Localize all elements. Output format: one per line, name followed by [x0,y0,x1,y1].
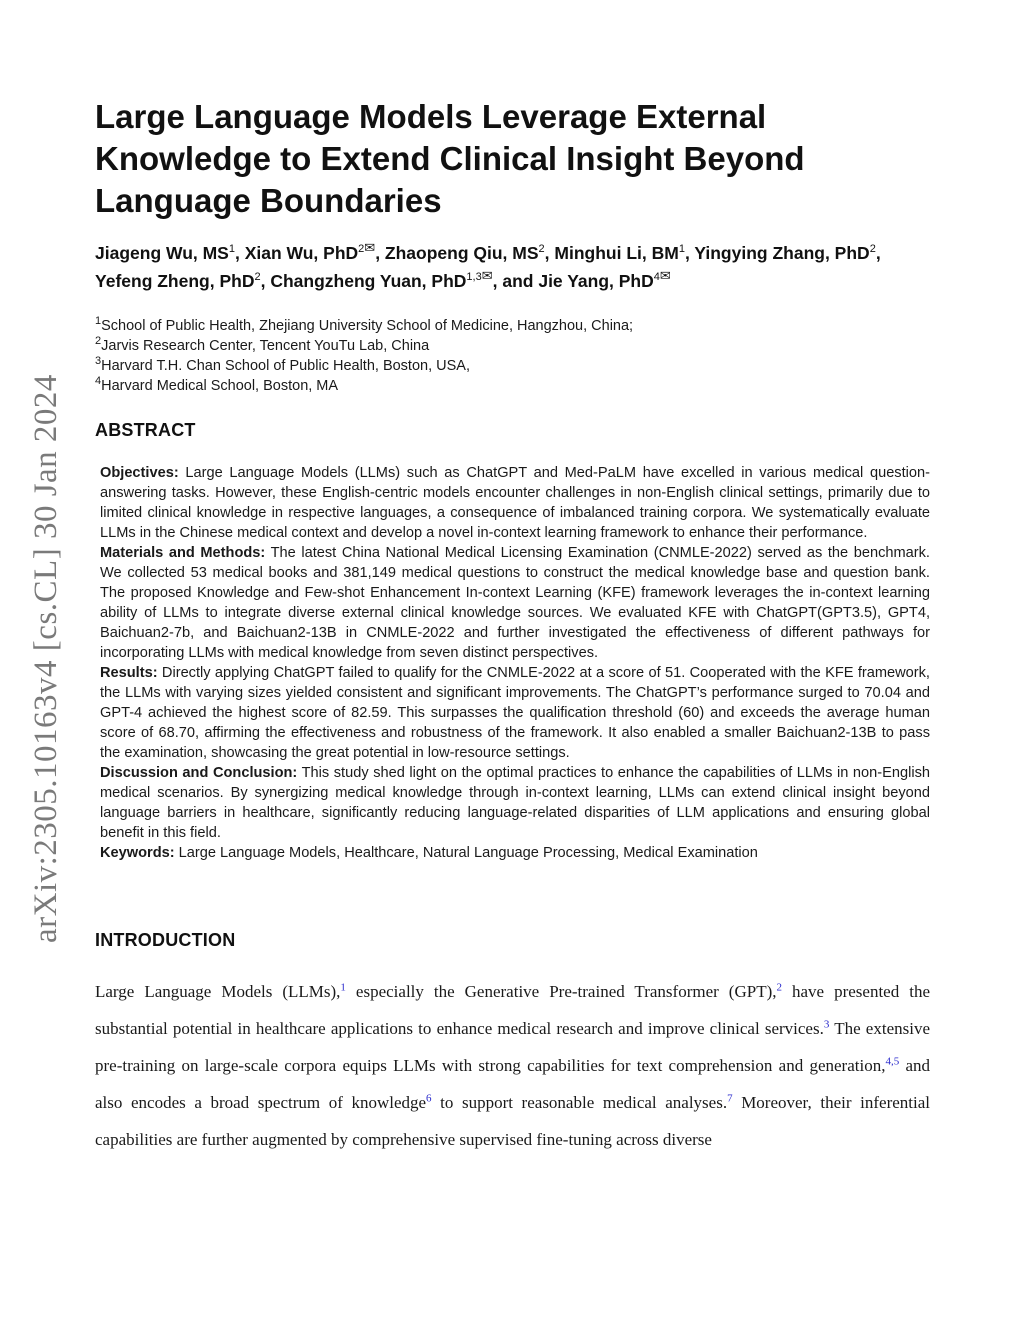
abstract-section-text: Directly applying ChatGPT failed to qualify for the CNMLE-2022 at a score of 51. Cooperated with the KFE framework, the LLMs with varying sizes yielded consistent and significant improvements. The ChatGPT’s performance surged to 70.04 and GPT-4 achieved the highest score of 82.59. This surpasses the qualification threshold (60) and exceeds the average human score of 68.70, affirming the effectiveness and robustness of the framework. It also enabled a smaller Baichuan2-13B to pass the examination, showcasing the great potential in low-resource settings. [100,665,930,761]
introduction-paragraph [95,973,930,1158]
affiliation-marker: 2 [538,243,545,256]
envelope-icon[interactable]: ✉ [364,240,376,256]
abstract-section [100,463,930,543]
intro-text: Moreover, their inferential capabilities are further augmented by comprehensive supervised fine-tuning across diverse [95,1093,930,1149]
author-name: Yefeng Zheng, PhD [95,271,255,291]
affiliation-list [95,316,935,396]
author-name: Jiageng Wu, MS [95,243,229,263]
affiliation-text: Harvard T.H. Chan School of Public Health, Boston, USA, [101,358,470,374]
author-name: and Jie Yang, PhD [502,271,654,291]
abstract-section-label: Keywords: [100,845,175,861]
introduction-heading: INTRODUCTION [95,930,236,950]
affiliation-marker: 1,3 [466,271,482,284]
affiliation-line [95,376,935,396]
abstract-section-text: The latest China National Medical Licensing Examination (CNMLE-2022) served as the benchmark. We collected 53 medical books and 381,149 medical questions to construct the medical knowledge base and question bank. The proposed Knowledge and Few-shot Enhancement In-context Learning (KFE) framework leverages the in-context learning ability of LLMs to integrate diverse external clinical knowledge sources. We evaluated KFE with ChatGPT(GPT3.5), GPT4, Baichuan2-7b, and Baichuan2-13B in CNMLE-2022 and further investigated the effectiveness of different pathways for incorporating LLMs with medical knowledge from seven distinct perspectives. [100,545,930,661]
abstract-section [100,663,930,763]
affiliation-text: School of Public Health, Zhejiang University School of Medicine, Hangzhou, China; [101,318,634,334]
abstract-section [100,843,930,863]
affiliation-marker: 2 [869,243,876,256]
intro-text: and also encodes a broad spectrum of knowledge [95,1056,930,1112]
affiliation-line [95,336,935,356]
paper-page [95,96,935,1158]
citation-link[interactable]: 6 [426,1092,432,1105]
affiliation-number: 1 [95,315,102,328]
author-name: Changzheng Yuan, PhD [270,271,467,291]
affiliation-marker: 2 [254,271,261,284]
abstract-section [100,763,930,843]
abstract-section [100,543,930,663]
abstract-section-text: Large Language Models (LLMs) such as ChatGPT and Med-PaLM have excelled in various medical question-answering tasks. However, these English-centric models encounter challenges in non-English clinical settings, primarily due to limited clinical knowledge in respective languages, a consequence of imbalanced training corpora. We systematically evaluate LLMs in the Chinese medical context and develop a novel in-context learning framework to enhance their performance. [100,465,930,541]
affiliation-line [95,316,935,336]
author-name: Xian Wu, PhD [244,243,359,263]
citation-link[interactable]: 2 [776,981,782,994]
intro-text: especially the Generative Pre-trained Transformer (GPT), [345,982,777,1001]
author-name: Minghui Li, BM [554,243,679,263]
author-list: Jiageng Wu, $MS^1$, Xian Wu, PhD$^{2✉}$, Zhaopeng Qiu, $MS^2$, Minghui Li, $BM^1$, Yingying Zhang, PhD$^2$, Yefeng Zheng, PhD$^2$, Changzheng Yuan, PhD$^{1,3✉}$, and Jie Yang, PhD$^{4✉}$ [95,240,881,291]
intro-text: to support reasonable medical analyses. [431,1093,728,1112]
affiliation-marker: 1 [228,243,235,256]
citation-link[interactable]: 3 [823,1018,830,1031]
affiliation-number: 2 [95,335,102,348]
abstract-section-label: Results: [100,665,158,681]
abstract-heading: ABSTRACT [95,420,196,440]
abstract-section-text: Large Language Models, Healthcare, Natural Language Processing, Medical Examination [178,845,758,861]
affiliation-marker: 1 [678,243,685,256]
paper-title: Large Language Models Leverage External Knowledge to Extend Clinical Insight Beyond Language Boundaries [95,98,805,219]
intro-text: The extensive pre-training on large-scale corpora equips LLMs with strong capabilities for text comprehension and generation, [95,1019,930,1075]
abstract-section-label: Objectives: [100,465,179,481]
author-name: Zhaopeng Qiu, MS [384,243,539,263]
arxiv-identifier: arXiv:2305.10163v4 [cs.CL] 30 Jan 2024 [28,374,64,943]
author-name: Yingying Zhang, PhD [694,243,870,263]
affiliation-marker: 2 [358,243,365,256]
abstract-section-label: Materials and Methods: [100,545,266,561]
abstract-section-text: This study shed light on the optimal practices to enhance the capabilities of LLMs in non-English medical scenarios. By synergizing medical knowledge through in-context learning, LLMs can extend clinical insight beyond language barriers in healthcare, significantly reducing language-related disparities of LLM applications and ensuring global benefit in this field. [100,765,930,841]
citation-link[interactable]: 4,5 [885,1055,900,1068]
citation-link[interactable]: 1 [340,981,346,994]
affiliation-marker: 4 [653,271,660,284]
affiliation-number: 4 [95,375,102,388]
intro-text: Large Language Models (LLMs), [95,982,341,1001]
affiliation-text: Jarvis Research Center, Tencent YouTu Lab, China [101,338,430,354]
citation-link[interactable]: 7 [727,1092,733,1105]
abstract-section-label: Discussion and Conclusion: [100,765,298,781]
envelope-icon[interactable]: ✉ [481,268,493,284]
abstract-body [100,463,930,863]
affiliation-line [95,356,935,376]
intro-text: have presented the substantial potential in healthcare applications to enhance medical research and improve clinical services. [95,982,930,1038]
affiliation-number: 3 [95,355,102,368]
affiliation-text: Harvard Medical School, Boston, MA [101,378,339,394]
envelope-icon[interactable]: ✉ [659,268,671,284]
